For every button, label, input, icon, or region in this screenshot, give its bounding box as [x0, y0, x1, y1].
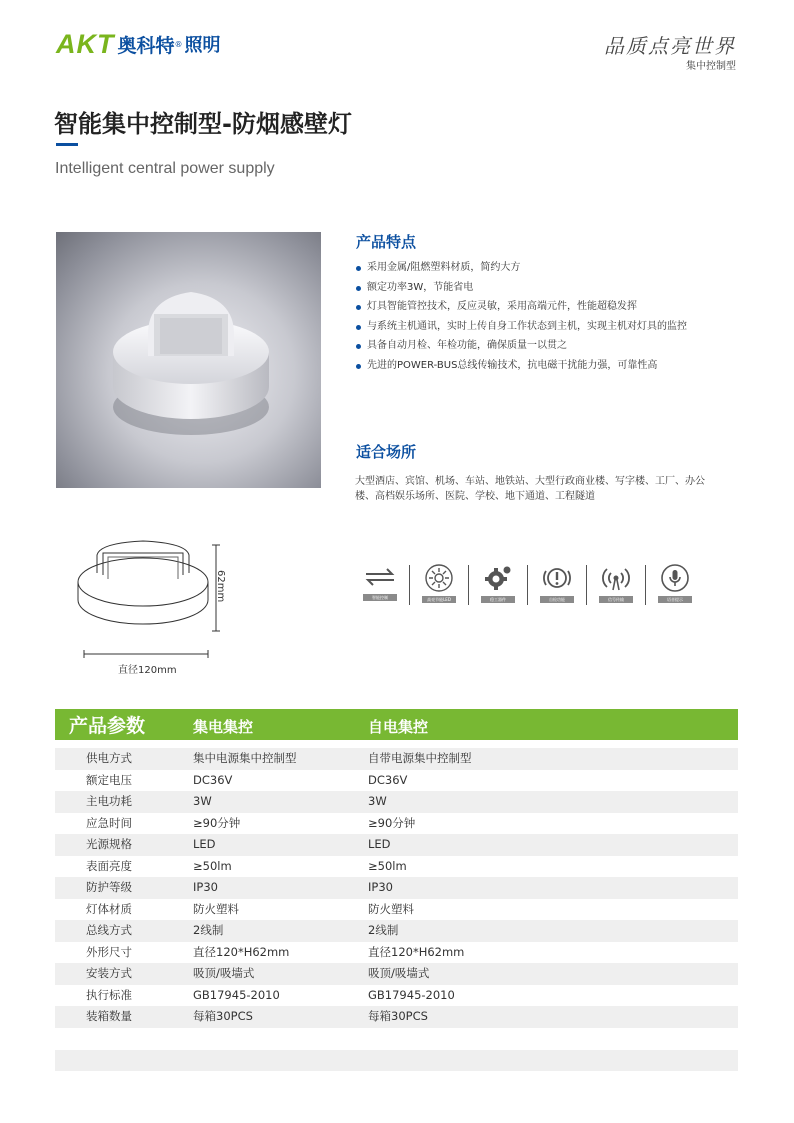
table-row: 执行标准 GB17945-2010 GB17945-2010: [86, 987, 455, 1002]
column-header-central-power: 集电集控: [193, 718, 254, 736]
table-row: 安装方式 吸顶/吸墙式 吸顶/吸墙式: [55, 963, 738, 985]
table-row: 灯体材质 防火塑料 防火塑料: [86, 901, 414, 916]
height-dimension-label: 62mm: [215, 570, 226, 603]
logo-lighting: 照明: [184, 35, 221, 56]
spec-table-header: [55, 709, 738, 740]
voice-icon: 语音提示: [652, 563, 698, 603]
icon-separator: [468, 565, 469, 605]
dimension-drawing: [70, 535, 235, 660]
table-row: 外形尺寸 直径120*H62mm 直径120*H62mm: [86, 944, 465, 959]
signal-icon: 信号传输: [593, 563, 639, 603]
product-render: [56, 232, 321, 488]
table-row: 供电方式 集中电源集中控制型 自带电源集中控制型: [55, 748, 738, 770]
product-photo: [56, 232, 321, 488]
registered-mark: ®: [174, 39, 183, 49]
diameter-dimension-label: 直径120mm: [118, 665, 177, 676]
slogan-subtext: 集中控制型: [686, 61, 736, 72]
brand-slogan: [604, 30, 736, 72]
table-row: 光源规格 LED LED: [55, 834, 738, 856]
brand-logo: [56, 30, 221, 58]
table-row: 额定电压 DC36V DC36V: [86, 772, 408, 787]
features-list: [355, 258, 687, 375]
logo-chinese: 奥科特: [117, 34, 175, 57]
alert-icon: 自检功能: [534, 563, 580, 603]
table-row: 表面亮度 ≥50lm ≥50lm: [86, 858, 407, 873]
icon-separator: [586, 565, 587, 605]
feature-icons: [357, 563, 698, 605]
icon-separator: [409, 565, 410, 605]
page-title: 智能集中控制型-防烟感壁灯: [54, 110, 352, 138]
table-row: 装箱数量 每箱30PCS 每箱30PCS: [55, 1006, 738, 1028]
table-row: 应急时间 ≥90分钟 ≥90分钟: [86, 815, 416, 830]
venues-heading: 适合场所: [356, 443, 417, 461]
logo-latin: AKT: [56, 28, 115, 59]
venues-text: 大型酒店、宾馆、机场、车站、地铁站、大型行政商业楼、写字楼、工厂、办公楼、高档娱乐场所、医院、学校、地下通道、工程隧道: [355, 476, 705, 502]
feature-item: 与系统主机通讯，实时上传自身工作状态到主机，实现主机对灯具的监控: [355, 317, 687, 337]
gear-icon: 稳工器件: [475, 563, 521, 603]
feature-item: 灯具智能管控技术，反应灵敏，采用高端元件，性能超稳发挥: [355, 297, 687, 317]
title-underline: [56, 143, 78, 146]
feature-item: 先进的POWER-BUS总线传输技术，抗电磁干扰能力强，可靠性高: [355, 356, 687, 376]
led-light-icon: 高亮节能LED: [416, 563, 462, 603]
table-row: 总线方式 2线制 2线制: [55, 920, 738, 942]
table-row: 主电功耗 3W 3W: [55, 791, 738, 813]
smart-control-icon: 智能控制: [357, 563, 403, 601]
feature-item: 采用金属/阻燃塑料材质，简约大方: [355, 258, 687, 278]
column-header-self-power: 自电集控: [368, 718, 429, 736]
table-title: 产品参数: [69, 715, 146, 737]
icon-separator: [527, 565, 528, 605]
page-subtitle: Intelligent central power supply: [55, 160, 275, 177]
features-heading: 产品特点: [356, 233, 417, 251]
feature-item: 额定功率3W，节能省电: [355, 278, 687, 298]
spec-table-body: [55, 748, 738, 1028]
table-row: 防护等级 IP30 IP30: [55, 877, 738, 899]
footer-bar: [55, 1050, 738, 1071]
icon-separator: [645, 565, 646, 605]
slogan-text: 品质点亮世界: [604, 34, 736, 58]
feature-item: 具备自动月检、年检功能，确保质量一以贯之: [355, 336, 687, 356]
